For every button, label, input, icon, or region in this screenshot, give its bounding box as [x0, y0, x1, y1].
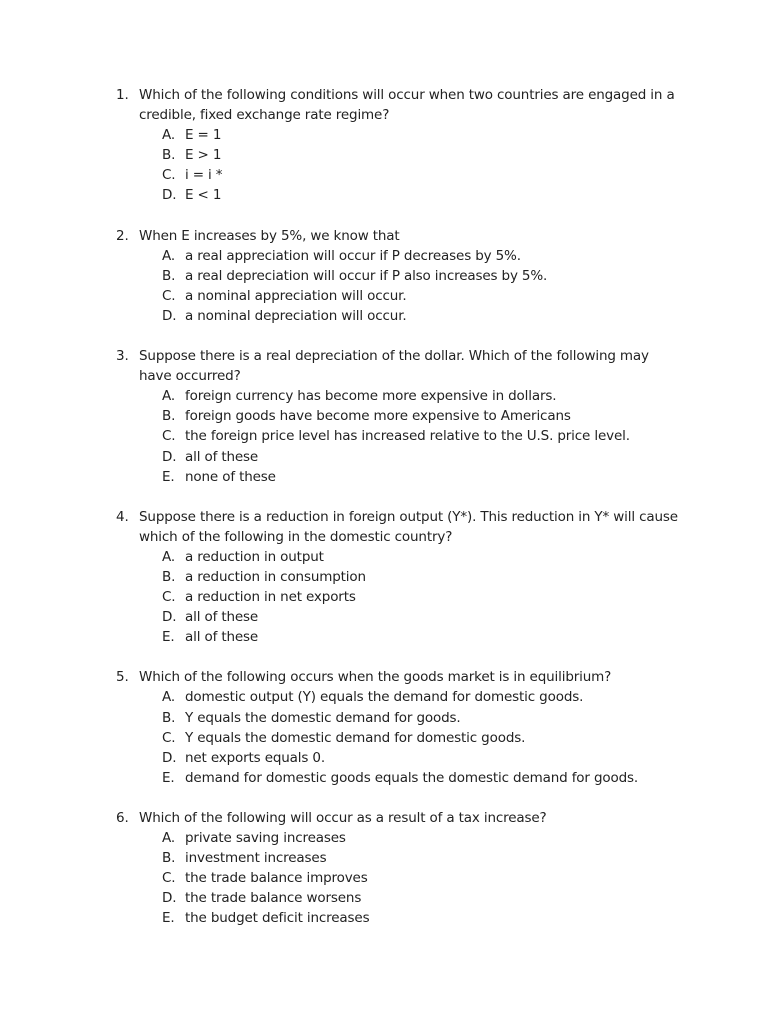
question-6 [0, 808, 768, 929]
option-text: a real depreciation will occur if P also increases by 5%. [185, 267, 548, 284]
option-letter: C. [162, 167, 176, 184]
answer-option [0, 868, 768, 888]
question-number: 6. [116, 809, 129, 826]
option-letter: E. [162, 910, 175, 927]
option-text: the trade balance improves [185, 870, 368, 887]
question-number: 5. [116, 669, 129, 686]
option-letter: B. [162, 267, 176, 284]
question-text: Suppose there is a real depreciation of the dollar. Which of the following may have occurred? [139, 348, 649, 385]
option-letter: D. [162, 448, 177, 465]
answer-option [0, 687, 768, 707]
option-text: all of these [185, 448, 259, 465]
question-text: Which of the following will occur as a result of a tax increase? [139, 809, 547, 826]
answer-option [0, 246, 768, 266]
option-text: E = 1 [185, 127, 222, 144]
option-letter: A. [162, 127, 175, 144]
option-text: the budget deficit increases [185, 910, 370, 927]
option-text: the trade balance worsens [185, 890, 362, 907]
option-text: net exports equals 0. [185, 749, 326, 766]
option-letter: E. [162, 769, 175, 786]
question-number: 1. [116, 87, 129, 103]
option-letter: B. [162, 709, 176, 726]
option-text: a nominal depreciation will occur. [185, 307, 407, 324]
answer-option [0, 467, 768, 487]
question-2 [0, 226, 768, 326]
option-text: a reduction in output [185, 548, 324, 565]
option-letter: C. [162, 729, 176, 746]
answer-option [0, 145, 768, 165]
option-text: foreign currency has become more expensive in dollars. [185, 388, 557, 405]
option-letter: E. [162, 629, 175, 646]
option-letter: B. [162, 850, 176, 867]
option-letter: A. [162, 548, 175, 565]
answer-option [0, 386, 768, 406]
option-text: i = i * [185, 167, 223, 184]
answer-option [0, 286, 768, 306]
option-letter: C. [162, 589, 176, 606]
option-letter: E. [162, 468, 175, 485]
answer-option [0, 447, 768, 467]
answer-option [0, 266, 768, 286]
answer-option [0, 908, 768, 928]
answer-option [0, 547, 768, 567]
option-letter: C. [162, 287, 176, 304]
answer-option [0, 125, 768, 145]
option-letter: B. [162, 568, 176, 585]
answer-option [0, 607, 768, 627]
option-letter: A. [162, 247, 175, 264]
option-text: demand for domestic goods equals the domestic demand for goods. [185, 769, 639, 786]
question-number: 2. [116, 227, 129, 244]
option-text: E > 1 [185, 147, 222, 164]
option-text: a nominal appreciation will occur. [185, 287, 407, 304]
answer-option [0, 165, 768, 185]
option-letter: A. [162, 388, 175, 405]
option-text: all of these [185, 629, 259, 646]
answer-option [0, 306, 768, 326]
question-3 [0, 346, 768, 487]
answer-option [0, 426, 768, 446]
option-letter: C. [162, 870, 176, 887]
answer-option [0, 587, 768, 607]
question-5 [0, 667, 768, 788]
option-text: Y equals the domestic demand for domestic goods. [185, 729, 526, 746]
option-text: a reduction in consumption [185, 568, 366, 585]
option-text: domestic output (Y) equals the demand for domestic goods. [185, 689, 584, 706]
answer-option [0, 888, 768, 908]
question-text: Suppose there is a reduction in foreign output (Y*). This reduction in Y* will cause which of the following in the domestic country? [139, 508, 678, 545]
option-text: a real appreciation will occur if P decreases by 5%. [185, 247, 521, 264]
option-letter: B. [162, 408, 176, 425]
option-text: all of these [185, 609, 259, 626]
option-letter: D. [162, 890, 177, 907]
question-text: Which of the following conditions will occur when two countries are engaged in a credible, fixed exchange rate regime? [139, 87, 675, 124]
option-text: Y equals the domestic demand for goods. [185, 709, 461, 726]
option-text: none of these [185, 468, 276, 485]
option-text: E < 1 [185, 187, 222, 204]
answer-option [0, 708, 768, 728]
answer-option [0, 828, 768, 848]
option-text: private saving increases [185, 830, 346, 846]
option-text: foreign goods have become more expensive to Americans [185, 408, 571, 425]
question-text: When E increases by 5%, we know that [139, 227, 400, 244]
option-text: a reduction in net exports [185, 589, 356, 606]
question-number: 4. [116, 508, 129, 525]
quiz-page [0, 85, 768, 948]
question-number: 3. [116, 348, 129, 365]
option-letter: D. [162, 187, 177, 204]
answer-option [0, 768, 768, 788]
answer-option [0, 406, 768, 426]
option-letter: B. [162, 147, 176, 164]
answer-option [0, 185, 768, 205]
option-letter: D. [162, 307, 177, 324]
answer-option [0, 848, 768, 868]
option-text: investment increases [185, 850, 327, 867]
question-4 [0, 507, 768, 648]
question-text: Which of the following occurs when the goods market is in equilibrium? [139, 669, 612, 686]
answer-option [0, 627, 768, 647]
answer-option [0, 748, 768, 768]
option-letter: D. [162, 749, 177, 766]
answer-option [0, 728, 768, 748]
option-letter: D. [162, 609, 177, 626]
option-letter: A. [162, 689, 175, 706]
option-letter: C. [162, 428, 176, 445]
question-1 [0, 85, 768, 206]
option-text: the foreign price level has increased relative to the U.S. price level. [185, 428, 630, 445]
option-letter: A. [162, 830, 175, 846]
answer-option [0, 567, 768, 587]
